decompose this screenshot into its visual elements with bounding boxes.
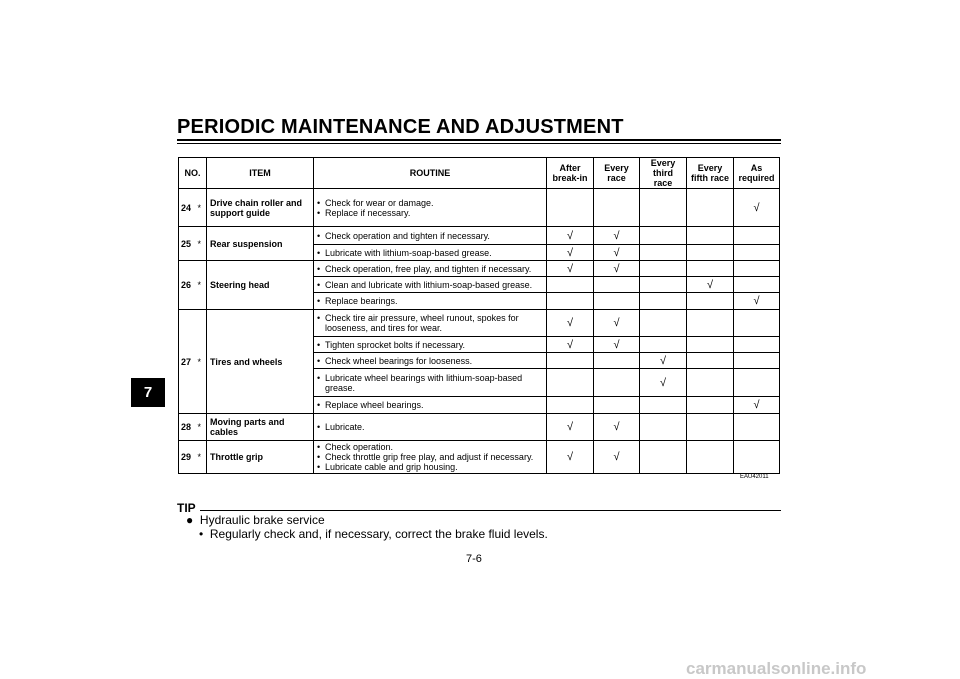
check-cell: [687, 414, 734, 441]
routine-cell: [314, 353, 547, 369]
bullet-icon: •: [317, 279, 321, 290]
check-cell: [640, 414, 687, 441]
bullet-icon: •: [199, 527, 204, 541]
row-asterisk: *: [198, 414, 207, 441]
bullet-icon: •: [317, 339, 321, 350]
routine-cell: [314, 277, 547, 293]
check-cell: [594, 397, 640, 414]
bullet-icon: •: [317, 230, 321, 241]
check-cell: [734, 337, 780, 353]
check-cell: √: [547, 310, 594, 337]
row-asterisk: *: [198, 261, 207, 310]
check-cell: [734, 261, 780, 277]
routine-line: [317, 373, 543, 393]
title-rule: [177, 139, 781, 141]
check-cell: [640, 189, 687, 227]
header-every-race: Every race: [594, 158, 640, 189]
table-row: [179, 310, 780, 337]
check-cell: [640, 293, 687, 310]
row-asterisk: *: [198, 227, 207, 261]
check-cell: [734, 414, 780, 441]
table-row: [179, 414, 780, 441]
check-cell: [734, 277, 780, 293]
tip-item-text: Hydraulic brake service: [199, 513, 325, 527]
routine-line: [317, 356, 543, 366]
check-cell: [687, 227, 734, 245]
header-every-third-race: Every third race: [640, 158, 687, 189]
routine-text: Replace wheel bearings.: [325, 400, 424, 410]
routine-text: Tighten sprocket bolts if necessary.: [325, 339, 466, 350]
row-number: 26: [179, 261, 198, 310]
row-asterisk: *: [198, 441, 207, 474]
bullet-icon: •: [317, 207, 321, 218]
routine-line: [317, 248, 543, 258]
row-number: 28: [179, 414, 198, 441]
check-cell: [547, 353, 594, 369]
table-row: [179, 441, 780, 474]
routine-line: [317, 452, 543, 462]
maintenance-table: [178, 157, 780, 474]
bullet-icon: •: [317, 400, 321, 410]
bullet-icon: •: [317, 355, 321, 366]
check-cell: [640, 245, 687, 261]
check-cell: [640, 261, 687, 277]
routine-cell: [314, 261, 547, 277]
tip-label: TIP: [177, 501, 196, 515]
routine-text: Check for wear or damage.: [325, 197, 434, 208]
row-item: Steering head: [207, 261, 314, 310]
routine-line: [317, 198, 543, 208]
row-number: 25: [179, 227, 198, 261]
table-body: [179, 189, 780, 474]
header-routine: ROUTINE: [314, 158, 547, 189]
check-cell: [734, 245, 780, 261]
page-title: PERIODIC MAINTENANCE AND ADJUSTMENT: [177, 116, 624, 138]
row-asterisk: *: [198, 189, 207, 227]
routine-text: Check throttle grip free play, and adjust if necessary.: [325, 452, 534, 462]
routine-line: [317, 280, 543, 290]
routine-text: Check operation and tighten if necessary.: [325, 230, 490, 241]
header-after-break-in: After break-in: [547, 158, 594, 189]
header-every-fifth-race: Every fifth race: [687, 158, 734, 189]
routine-text: Replace bearings.: [325, 296, 398, 306]
routine-cell: [314, 337, 547, 353]
check-cell: √: [547, 441, 594, 474]
bullet-icon: •: [317, 263, 321, 274]
routine-text: Lubricate cable and grip housing.: [325, 462, 458, 472]
routine-text: Replace if necessary.: [325, 207, 411, 218]
check-cell: [687, 369, 734, 397]
check-cell: [640, 277, 687, 293]
tip-rule: [200, 510, 781, 511]
routine-cell: [314, 441, 547, 474]
check-cell: [594, 369, 640, 397]
check-cell: [640, 397, 687, 414]
row-item: Drive chain roller and support guide: [207, 189, 314, 227]
bullet-icon: ●: [186, 513, 194, 527]
tip-sub-item: [199, 527, 548, 541]
check-cell: [547, 277, 594, 293]
header-as-required: As required: [734, 158, 780, 189]
check-cell: [687, 189, 734, 227]
check-cell: √: [547, 337, 594, 353]
routine-text: Check operation, free play, and tighten if necessary.: [325, 263, 532, 274]
bullet-icon: •: [317, 462, 321, 472]
row-number: 29: [179, 441, 198, 474]
routine-cell: [314, 245, 547, 261]
routine-text: Check wheel bearings for looseness.: [325, 355, 473, 366]
check-cell: √: [594, 337, 640, 353]
check-cell: [687, 337, 734, 353]
check-cell: √: [734, 397, 780, 414]
table-header-row: [179, 158, 780, 189]
check-cell: √: [547, 261, 594, 277]
routine-line: [317, 231, 543, 241]
tip-item: [186, 513, 325, 527]
routine-text: Lubricate wheel bearings with lithium-soap-based grease.: [325, 372, 523, 393]
check-cell: [594, 353, 640, 369]
header-item: ITEM: [207, 158, 314, 189]
row-number: 24: [179, 189, 198, 227]
check-cell: √: [594, 414, 640, 441]
bullet-icon: •: [317, 313, 321, 323]
routine-cell: [314, 189, 547, 227]
routine-line: [317, 442, 543, 452]
bullet-icon: •: [317, 197, 321, 208]
bullet-icon: •: [317, 442, 321, 452]
check-cell: [547, 293, 594, 310]
check-cell: √: [594, 245, 640, 261]
routine-cell: [314, 227, 547, 245]
bullet-icon: •: [317, 422, 321, 432]
table-row: [179, 227, 780, 245]
bullet-icon: •: [317, 247, 321, 258]
check-cell: [687, 261, 734, 277]
bullet-icon: •: [317, 452, 321, 462]
check-cell: √: [594, 441, 640, 474]
check-cell: √: [547, 414, 594, 441]
check-cell: [640, 227, 687, 245]
check-cell: [734, 353, 780, 369]
check-cell: [640, 337, 687, 353]
routine-cell: [314, 369, 547, 397]
check-cell: [594, 277, 640, 293]
table-row: [179, 189, 780, 227]
routine-cell: [314, 293, 547, 310]
check-cell: [687, 293, 734, 310]
check-cell: [594, 189, 640, 227]
check-cell: √: [547, 245, 594, 261]
routine-cell: [314, 397, 547, 414]
check-cell: [687, 397, 734, 414]
row-item: Moving parts and cables: [207, 414, 314, 441]
page-number: 7-6: [466, 553, 482, 565]
title-rule-thin: [177, 143, 781, 144]
bullet-icon: •: [317, 296, 321, 306]
row-item: Throttle grip: [207, 441, 314, 474]
check-cell: [734, 310, 780, 337]
check-cell: [734, 369, 780, 397]
routine-text: Check operation.: [325, 442, 394, 452]
watermark: carmanualsonline.info: [686, 659, 867, 678]
bullet-icon: •: [317, 372, 321, 383]
check-cell: √: [640, 369, 687, 397]
routine-cell: [314, 310, 547, 337]
check-cell: [640, 441, 687, 474]
routine-line: [317, 208, 543, 218]
document-code: EAU42011: [740, 474, 769, 480]
check-cell: √: [734, 189, 780, 227]
check-cell: [687, 310, 734, 337]
header-no: NO.: [179, 158, 207, 189]
check-cell: √: [594, 227, 640, 245]
routine-text: Lubricate with lithium-soap-based grease.: [325, 247, 492, 258]
routine-cell: [314, 414, 547, 441]
check-cell: [687, 245, 734, 261]
row-number: 27: [179, 310, 198, 414]
routine-text: Check tire air pressure, wheel runout, spokes for looseness, and tires for wear.: [325, 313, 519, 333]
routine-text: Clean and lubricate with lithium-soap-based grease.: [325, 279, 533, 290]
check-cell: √: [547, 227, 594, 245]
check-cell: [547, 189, 594, 227]
check-cell: [547, 397, 594, 414]
routine-line: [317, 340, 543, 350]
row-asterisk: *: [198, 310, 207, 414]
tip-sub-item-text: Regularly check and, if necessary, correct the brake fluid levels.: [209, 527, 548, 541]
table-row: [179, 261, 780, 277]
check-cell: [734, 227, 780, 245]
check-cell: [734, 441, 780, 474]
check-cell: [687, 441, 734, 474]
check-cell: √: [640, 353, 687, 369]
check-cell: √: [687, 277, 734, 293]
check-cell: √: [734, 293, 780, 310]
row-item: Tires and wheels: [207, 310, 314, 414]
routine-line: [317, 400, 543, 410]
routine-line: [317, 296, 543, 306]
check-cell: √: [594, 310, 640, 337]
check-cell: [547, 369, 594, 397]
check-cell: √: [594, 261, 640, 277]
row-item: Rear suspension: [207, 227, 314, 261]
routine-line: [317, 422, 543, 432]
check-cell: [594, 293, 640, 310]
routine-line: [317, 264, 543, 274]
routine-line: [317, 462, 543, 472]
check-cell: [687, 353, 734, 369]
routine-line: [317, 313, 543, 333]
check-cell: [640, 310, 687, 337]
routine-text: Lubricate.: [325, 422, 365, 432]
chapter-tab: 7: [131, 378, 165, 407]
